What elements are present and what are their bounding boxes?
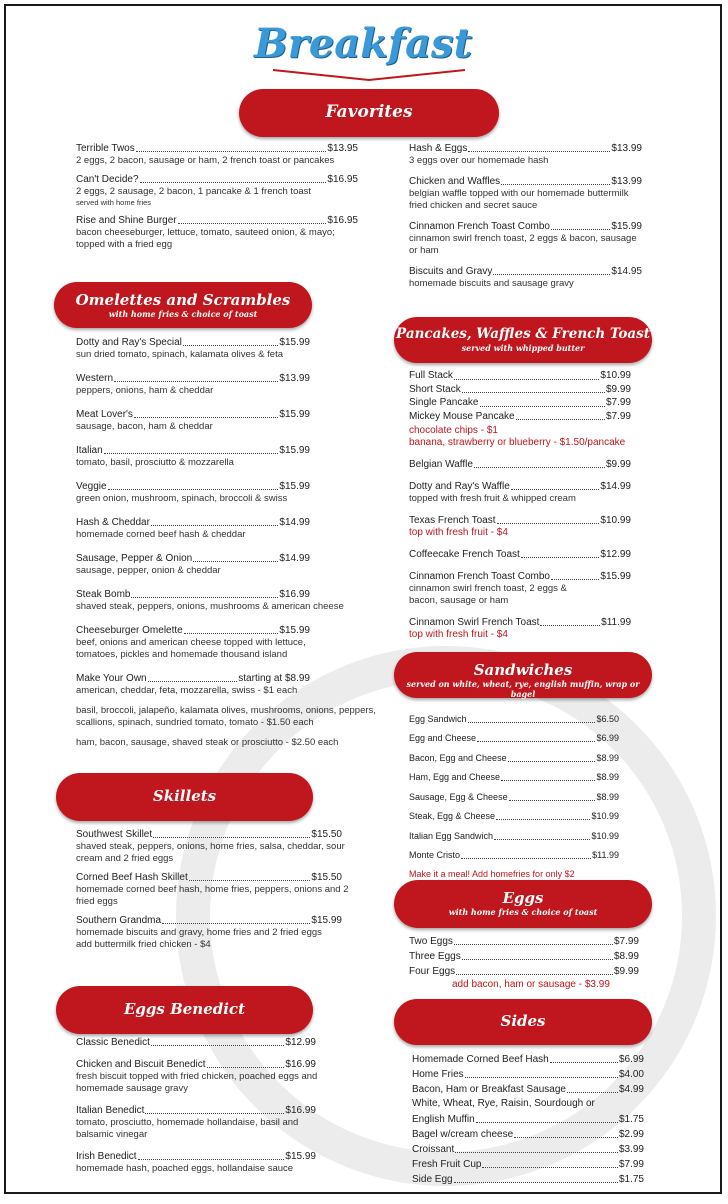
omelette-addons-veg: basil, broccoli, jalapeño, kalamata olives, mushrooms, onions, peppers, scallions, spinach, sundried tomato, tomato - $1.50 each: [76, 705, 376, 728]
menu-item: Single Pancake $7.99: [409, 397, 631, 408]
menu-item: Southwest Skillet $15.50 shaved steak, peppers, onions, home fries, salsa, cheddar, sour cream and 2 fried eggs: [76, 829, 345, 864]
menu-item: Ham, Egg and Cheese $8.99: [409, 772, 619, 782]
menu-item: Bagel w/cream cheese $2.99: [412, 1128, 644, 1140]
menu-item: Mickey Mouse Pancake $7.99: [409, 410, 631, 422]
menu-item: Croissant $3.99: [412, 1143, 644, 1155]
menu-item: Hash & Cheddar $14.99 homemade corned beef hash & cheddar: [76, 517, 310, 540]
pancakes-list: [409, 369, 631, 641]
menu-item: Side Egg $1.75: [412, 1173, 644, 1185]
pancake-addon: banana, strawberry or blueberry - $1.50/pancake: [409, 437, 626, 448]
menu-item: Veggie $15.99 green onion, mushroom, spinach, broccoli & swiss: [76, 481, 310, 504]
menu-item: Dotty and Ray's Special $15.99 sun dried tomato, spinach, kalamata olives & feta: [76, 337, 310, 360]
menu-item: Steak Bomb $16.99 shaved steak, peppers, onions, mushrooms & american cheese: [76, 589, 344, 612]
sandwiches-list: [409, 706, 619, 880]
menu-item: Steak, Egg & Cheese $10.99: [409, 811, 619, 821]
menu-item: Corned Beef Hash Skillet $15.50 homemade corned beef hash, home fries, peppers, onions and 2 fried eggs: [76, 872, 349, 907]
menu-item: Irish Benedict $15.99 homemade hash, poached eggs, hollandaise sauce: [76, 1151, 316, 1174]
menu-item: Biscuits and Gravy $14.95 homemade biscuits and sausage gravy: [409, 266, 642, 289]
menu-item: Four Eggs $9.99: [409, 965, 639, 977]
menu-item: Chicken and Biscuit Benedict $16.99 fresh biscuit topped with fried chicken, poached eggs and homemade sausage gravy: [76, 1059, 318, 1094]
sides-header: Sides: [394, 999, 652, 1045]
menu-page: [4, 4, 722, 1194]
benedict-header: Eggs Benedict: [56, 986, 313, 1034]
benedict-list: [76, 1036, 316, 1175]
menu-item: Egg and Cheese $6.99: [409, 733, 619, 743]
favorites-right: [409, 142, 642, 290]
menu-item: Western $13.99 peppers, onions, ham & cheddar: [76, 373, 310, 396]
menu-item: Two Eggs $7.99: [409, 935, 639, 947]
menu-item: Cinnamon French Toast Combo $15.99 cinnamon swirl french toast, 2 eggs & bacon, sausage or ham: [409, 571, 631, 606]
menu-item: Italian Benedict $16.99 tomato, prosciutto, homemade hollandaise, basil and balsamic vinegar: [76, 1105, 316, 1140]
menu-item: Sausage, Pepper & Onion $14.99 sausage, pepper, onion & cheddar: [76, 553, 310, 576]
pancake-addon: chocolate chips - $1: [409, 425, 498, 436]
sandwich-meal-note: Make it a meal! Add homefries for only $2: [409, 869, 575, 879]
pancakes-header: Pancakes, Waffles & French Toast served with whipped butter: [394, 317, 652, 363]
skillets-list: [76, 828, 349, 951]
menu-item: Cinnamon Swirl French Toast $11.99 top with fresh fruit - $4: [409, 617, 631, 640]
page-title: Breakfast: [253, 20, 473, 67]
eggs-addon: add bacon, ham or sausage - $3.99: [452, 979, 610, 990]
menu-item: Italian Egg Sandwich $10.99: [409, 830, 619, 841]
menu-item: Coffeecake French Toast $12.99: [409, 549, 631, 560]
menu-item: Italian $15.99 tomato, basil, prosciutto & mozzarella: [76, 445, 310, 468]
menu-item: Bacon, Egg and Cheese $8.99: [409, 752, 619, 763]
omelettes-list: [76, 336, 376, 749]
menu-item: Homemade Corned Beef Hash $6.99: [412, 1053, 644, 1065]
menu-item: Chicken and Waffles $13.99 belgian waffle topped with our homemade buttermilk fried chicken and secret sauce: [409, 176, 642, 211]
toast-options: White, Wheat, Rye, Raisin, Sourdough or: [412, 1098, 595, 1109]
menu-item: Meat Lover's $15.99 sausage, bacon, ham & cheddar: [76, 409, 310, 432]
menu-item: Home Fries $4.00: [412, 1068, 644, 1080]
menu-item: Dotty and Ray's Waffle $14.99 topped with fresh fruit & whipped cream: [409, 481, 631, 504]
menu-item: Monte Cristo $11.99: [409, 850, 619, 860]
eggs-list: [409, 933, 639, 991]
menu-item: Hash & Eggs $13.99 3 eggs over our homemade hash: [409, 143, 642, 166]
menu-item: Three Eggs $8.99: [409, 950, 639, 962]
menu-item: Terrible Twos $13.95 2 eggs, 2 bacon, sausage or ham, 2 french toast or pancakes: [76, 143, 358, 166]
menu-item: Belgian Waffle $9.99: [409, 459, 631, 470]
omelette-addons-meat: ham, bacon, sausage, shaved steak or prosciutto - $2.50 each: [76, 737, 339, 748]
favorites-left: [76, 142, 358, 251]
menu-item: Bacon, Ham or Breakfast Sausage $4.99: [412, 1083, 644, 1095]
omelettes-header: Omelettes and Scrambles with home fries & choice of toast: [54, 282, 312, 328]
menu-item: Cinnamon French Toast Combo $15.99 cinnamon swirl french toast, 2 eggs & bacon, sausage or ham: [409, 221, 642, 256]
menu-item: Fresh Fruit Cup $7.99: [412, 1158, 644, 1170]
sandwiches-header: Sandwiches served on white, wheat, rye, english muffin, wrap or bagel: [394, 652, 652, 698]
menu-item: Make Your Own starting at $8.99 american, cheddar, feta, mozzarella, swiss - $1 each: [76, 673, 310, 696]
eggs-header: Eggs with home fries & choice of toast: [394, 880, 652, 928]
menu-item: Classic Benedict $12.99: [76, 1037, 316, 1048]
menu-item: Sausage, Egg & Cheese $8.99: [409, 791, 619, 802]
menu-item: Cheeseburger Omelette $15.99 beef, onions and american cheese topped with lettuce, tomatoes, pickles and homemade thousand island: [76, 625, 310, 660]
menu-item: Southern Grandma $15.99 homemade biscuits and gravy, home fries and 2 fried eggs add buttermilk fried chicken - $4: [76, 915, 342, 950]
menu-item: Texas French Toast $10.99 top with fresh fruit - $4: [409, 515, 631, 538]
skillets-header: Skillets: [56, 773, 313, 821]
menu-item: Short Stack $9.99: [409, 383, 631, 395]
title-underline: [271, 68, 467, 82]
menu-item: Can't Decide? $16.95 2 eggs, 2 sausage, 2 bacon, 1 pancake & 1 french toast served with home fries: [76, 174, 358, 207]
menu-item: Egg Sandwich $6.50: [409, 713, 619, 724]
favorites-header: Favorites: [239, 89, 499, 137]
menu-item: Rise and Shine Burger $16.95 bacon cheeseburger, lettuce, tomato, sauteed onion, & mayo; topped with a fried egg: [76, 215, 358, 250]
menu-item: Full Stack $10.99: [409, 370, 631, 381]
sides-list: [412, 1051, 644, 1186]
menu-item: English Muffin $1.75: [412, 1113, 644, 1125]
